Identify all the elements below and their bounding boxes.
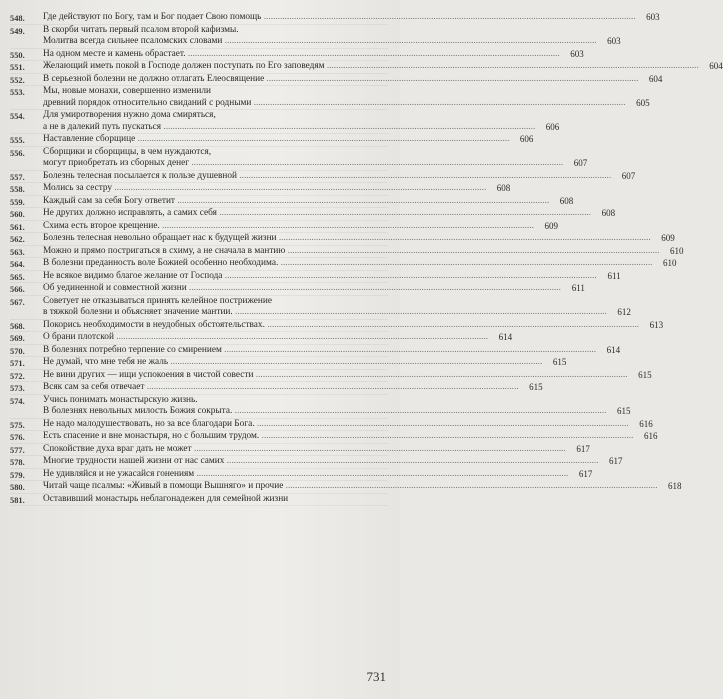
entry-title-line: Для умиротворения нужно дома смиряться,: [43, 110, 216, 120]
toc-entry: [10, 86, 650, 110]
toc-entry: [10, 146, 588, 171]
toc-entry: [10, 195, 574, 209]
entry-title-line: в тяжкой болезни и объясняет значение мантии. ................................................................................................................................................................: [43, 307, 607, 317]
entry-number: 567.: [10, 297, 25, 307]
toc-entry: [10, 24, 621, 49]
entry-number: 566.: [10, 285, 25, 294]
dot-leader: ................................................................................................................................................................: [221, 344, 597, 355]
entry-title-line: Не удивляйся и не ужасайся гонениям ................................................................................................................................................................: [43, 468, 569, 479]
toc-entry: [10, 394, 631, 419]
toc-entry: [10, 481, 682, 494]
entry-page-number: 612: [617, 307, 631, 317]
entry-title-line: могут приобретать из сборных денег ................................................................................................................................................................: [43, 158, 564, 168]
entry-number: 580.: [10, 483, 25, 492]
dot-leader: ................................................................................................................................................................: [264, 319, 640, 330]
entry-title: [43, 49, 560, 61]
entry-number: 559.: [10, 197, 25, 207]
entry-title: [43, 456, 599, 468]
entry-title-line: Схима есть второе крещение. ................................................................................................................................................................: [43, 220, 534, 231]
entry-title-line: Оставивший монастырь неблагонадежен для семейной жизни: [43, 493, 289, 504]
toc-entry: [10, 494, 388, 507]
dot-leader: ................................................................................................................................................................: [135, 134, 510, 144]
dot-leader: ................................................................................................................................................................: [189, 158, 564, 168]
entry-page-number: 615: [552, 357, 567, 367]
entry-number: 560.: [10, 210, 25, 219]
entry-title: [43, 481, 658, 493]
entry-number: 575.: [10, 420, 25, 430]
toc-entry: [10, 208, 616, 221]
entry-page-number: 617: [576, 443, 590, 454]
entry-title: [43, 61, 699, 73]
table-of-contents: [10, 12, 723, 506]
entry-title: [43, 74, 638, 86]
entry-title: [43, 332, 488, 344]
entry-page-number: 618: [668, 481, 682, 491]
toc-entry: [10, 170, 636, 184]
entry-page-number: 611: [571, 283, 585, 293]
toc-entry: [10, 220, 558, 234]
entry-title-line: Не думай, что мне тебя не жаль ................................................................................................................................................................: [43, 357, 543, 367]
dot-leader: ................................................................................................................................................................: [222, 36, 597, 46]
dot-leader: ................................................................................................................................................................: [237, 170, 612, 181]
dot-leader: ................................................................................................................................................................: [251, 97, 626, 108]
dot-leader: ................................................................................................................................................................: [112, 183, 487, 193]
entry-number: 578.: [10, 458, 25, 467]
entry-title: [43, 320, 639, 332]
dot-leader: ................................................................................................................................................................: [222, 270, 597, 281]
entry-title: [43, 12, 636, 24]
entry-number: 555.: [10, 136, 25, 145]
toc-entry: [10, 295, 631, 320]
entry-number: 581.: [10, 495, 25, 505]
toc-entry: [10, 443, 590, 457]
entry-number: 550.: [10, 50, 25, 60]
toc-entry: [10, 48, 584, 62]
entry-number: 564.: [10, 260, 25, 269]
entry-title-line: Не всякое видимо благое желание от Господа ................................................................................................................................................................: [43, 270, 597, 281]
entry-title: [43, 208, 591, 220]
entry-title-line: древний порядок относительно свиданий с родными ................................................................................................................................................................: [43, 97, 626, 108]
toc-entry: [10, 468, 593, 482]
toc-entry: [10, 456, 623, 469]
entry-title-line: В болезни преданность воле Божией особенно необходима. ................................................................................................................................................................: [43, 258, 653, 268]
entry-page-number: 603: [646, 12, 660, 22]
dot-leader: ................................................................................................................................................................: [185, 48, 560, 59]
entry-number: 557.: [10, 172, 25, 182]
toc-entry: [10, 233, 675, 246]
entry-page-number: 608: [496, 183, 511, 193]
toc-entry: [10, 319, 664, 333]
dot-leader: ................................................................................................................................................................: [285, 245, 660, 256]
dot-leader: ................................................................................................................................................................: [232, 307, 607, 317]
toc-entry: [10, 431, 658, 444]
entry-title: [43, 431, 633, 443]
entry-title: [43, 370, 628, 382]
dot-leader: ................................................................................................................................................................: [224, 456, 599, 466]
entry-title-line: Мы, новые монахи, совершенно изменили: [43, 86, 211, 96]
entry-title-line: Есть спасение и вне монастыря, но с большим трудом. ................................................................................................................................................................: [43, 431, 634, 441]
entry-page-number: 617: [609, 456, 623, 466]
entry-title: [43, 246, 660, 258]
entry-page-number: 603: [570, 48, 584, 59]
entry-page-number: 605: [636, 97, 650, 108]
entry-title: [43, 110, 535, 133]
toc-entry: [10, 270, 621, 284]
entry-page-number: 604: [709, 61, 723, 71]
entry-title-line: Не надо малодушествовать, но за все благодари Бога. ................................................................................................................................................................: [43, 418, 629, 429]
entry-page-number: 606: [519, 134, 534, 144]
dot-leader: ................................................................................................................................................................: [259, 431, 634, 441]
entry-title: [43, 395, 607, 418]
dot-leader: ................................................................................................................................................................: [253, 369, 628, 380]
entry-title: [43, 271, 597, 283]
entry-page-number: 609: [544, 220, 558, 231]
entry-number: 572.: [10, 371, 25, 381]
entry-page-number: 610: [663, 258, 677, 268]
dot-leader: ................................................................................................................................................................: [175, 195, 550, 206]
entry-title-line: Учись понимать монастырскую жизнь.: [43, 394, 198, 405]
entry-number: 570.: [10, 346, 25, 356]
entry-page-number: 615: [529, 382, 543, 392]
entry-title: [43, 494, 364, 506]
entry-title-line: Молись за сестру ................................................................................................................................................................: [43, 183, 487, 193]
entry-page-number: 617: [578, 468, 593, 479]
entry-title-line: В серьезной болезни не должно отлагать Елеосвящение ................................................................................................................................................................: [43, 73, 639, 84]
entry-page-number: 603: [607, 36, 621, 46]
entry-page-number: 614: [498, 332, 513, 342]
dot-leader: ................................................................................................................................................................: [324, 61, 699, 71]
entry-title-line: Не вини других — ищи успокоения в чистой совести ................................................................................................................................................................: [43, 369, 628, 380]
entry-page-number: 616: [639, 418, 653, 429]
toc-entry: [10, 258, 677, 271]
entry-page-number: 616: [643, 431, 658, 441]
entry-number: 577.: [10, 445, 25, 455]
entry-title: [43, 221, 534, 233]
entry-number: 568.: [10, 321, 25, 331]
toc-entry: [10, 110, 560, 134]
toc-entry: [10, 357, 567, 370]
entry-number: 562.: [10, 235, 25, 244]
dot-leader: ................................................................................................................................................................: [191, 443, 566, 454]
entry-title: [43, 196, 549, 208]
dot-leader: ................................................................................................................................................................: [161, 121, 536, 132]
entry-number: 549.: [10, 26, 25, 36]
entry-title: [43, 258, 653, 270]
toc-entry: [10, 283, 585, 296]
entry-title-line: Болезнь телесная невольно обращает нас к будущей жизни ................................................................................................................................................................: [43, 233, 651, 243]
dot-leader: ................................................................................................................................................................: [194, 468, 569, 479]
entry-title: [43, 382, 519, 394]
entry-number: 579.: [10, 470, 25, 480]
entry-title-line: Многие трудности нашей жизни от нас самих ................................................................................................................................................................: [43, 456, 599, 466]
entry-page-number: 610: [670, 245, 684, 256]
entry-number: 552.: [10, 75, 25, 85]
entry-page-number: 604: [648, 73, 663, 84]
dot-leader: ................................................................................................................................................................: [144, 382, 519, 392]
entry-number: 554.: [10, 112, 25, 121]
entry-title: [43, 469, 568, 481]
entry-number: 574.: [10, 396, 25, 406]
entry-title-line: В скорби читать первый псалом второй кафизмы.: [43, 24, 239, 35]
dot-leader: ................................................................................................................................................................: [168, 357, 543, 367]
entry-title-line: Молитва всегда сильнее псаломских словами ................................................................................................................................................................: [43, 36, 597, 46]
toc-entry: [10, 12, 660, 25]
dot-leader: ................................................................................................................................................................: [113, 332, 489, 342]
dot-leader: ................................................................................................................................................................: [186, 283, 561, 293]
toc-entry: [10, 134, 534, 147]
entry-page-number: 608: [559, 195, 574, 206]
entry-title: [43, 147, 563, 170]
dot-leader: ................................................................................................................................................................: [261, 12, 636, 22]
entry-title: [43, 419, 629, 431]
entry-title: [43, 183, 486, 195]
entry-title-line: Желающий иметь покой в Господе должен поступать по Его заповедям ................................................................................................................................................................: [43, 61, 699, 71]
entry-page-number: 607: [621, 170, 636, 181]
entry-title-line: Можно и прямо постригаться в схиму, а не сначала в мантию ................................................................................................................................................................: [43, 245, 660, 256]
entry-page-number: 608: [601, 208, 616, 218]
entry-title-line: Спокойствие духа враг дать не может ................................................................................................................................................................: [43, 443, 566, 454]
toc-entry: [10, 61, 723, 74]
entry-number: 565.: [10, 272, 25, 282]
entry-page-number: 614: [606, 344, 621, 355]
entry-number: 551.: [10, 63, 25, 72]
entry-page-number: 611: [607, 270, 621, 281]
entry-page-number: 607: [573, 158, 588, 168]
entry-page-number: 609: [661, 233, 675, 243]
toc-entry: [10, 183, 511, 196]
entry-page-number: 606: [545, 121, 560, 132]
dot-leader: ................................................................................................................................................................: [232, 406, 607, 416]
entry-title-line: На одном месте и камень обрастает. ................................................................................................................................................................: [43, 48, 560, 59]
entry-number: 556.: [10, 148, 25, 158]
toc-entry: [10, 382, 543, 395]
entry-title: [43, 134, 509, 146]
entry-title: [43, 25, 597, 48]
entry-number: 576.: [10, 433, 25, 442]
entry-title-line: О брани плотской ................................................................................................................................................................: [43, 332, 489, 342]
entry-title-line: Советует не отказываться принять келейное пострижение: [43, 295, 273, 306]
entry-number: 558.: [10, 185, 25, 194]
entry-title: [43, 357, 542, 369]
toc-entry: [10, 344, 621, 358]
entry-title-line: а не в далекий путь пускаться ................................................................................................................................................................: [43, 121, 536, 132]
page-number: 731: [366, 669, 386, 684]
entry-number: 553.: [10, 88, 25, 97]
entry-title: [43, 86, 626, 109]
entry-title: [43, 444, 566, 456]
entry-number: 561.: [10, 222, 25, 232]
entry-page-number: 615: [617, 406, 631, 416]
entry-title-line: Каждый сам за себя Богу ответит ................................................................................................................................................................: [43, 195, 550, 206]
dot-leader: ................................................................................................................................................................: [276, 233, 651, 243]
dot-leader: ................................................................................................................................................................: [283, 481, 658, 491]
entry-page-number: 615: [638, 369, 652, 380]
entry-title-line: В болезнях потребно терпение со смирением ................................................................................................................................................................: [43, 344, 597, 355]
dot-leader: ................................................................................................................................................................: [159, 220, 534, 231]
entry-number: 569.: [10, 334, 25, 343]
dot-leader: ................................................................................................................................................................: [254, 418, 629, 429]
entry-page-number: 613: [649, 319, 664, 330]
entry-title-line: Сборщики и сборщицы, в чем нуждаются,: [43, 146, 212, 157]
entry-number: 573.: [10, 384, 25, 393]
entry-title: [43, 233, 651, 245]
entry-number: 548.: [10, 14, 25, 23]
entry-number: 571.: [10, 359, 25, 368]
entry-title-line: Где действуют по Богу, там и Бог подает Свою помощь ................................................................................................................................................................: [43, 12, 636, 22]
toc-entry: [10, 418, 653, 432]
toc-entry: [10, 332, 513, 345]
entry-title-line: Всяк сам за себя отвечает ................................................................................................................................................................: [43, 382, 519, 392]
dot-leader: ................................................................................................................................................................: [216, 208, 592, 218]
toc-entry: [10, 245, 684, 259]
dot-leader: ................................................................................................................................................................: [278, 258, 653, 268]
entry-title: [43, 171, 611, 183]
entry-title: [43, 283, 561, 295]
toc-entry: [10, 73, 663, 87]
entry-title: [43, 345, 596, 357]
entry-title-line: Наставление сборщице ................................................................................................................................................................: [43, 134, 510, 144]
entry-title-line: Не других должно исправлять, а самих себя ................................................................................................................................................................: [43, 208, 592, 218]
entry-title-line: Читай чаще псалмы: «Живый в помощи Вышняго» и прочие ................................................................................................................................................................: [43, 481, 658, 491]
entry-number: 563.: [10, 247, 25, 257]
entry-title-line: В болезнях невольных милость Божия сокрыта. ................................................................................................................................................................: [43, 406, 607, 416]
dot-leader: ................................................................................................................................................................: [264, 73, 639, 84]
entry-title-line: Болезнь телесная посылается к пользе душевной ................................................................................................................................................................: [43, 170, 612, 181]
toc-entry: [10, 369, 652, 383]
entry-title-line: Покорись необходимости в неудобных обстоятельствах. ................................................................................................................................................................: [43, 319, 640, 330]
entry-title: [43, 296, 607, 319]
entry-title-line: Об уединенной и совместной жизни ................................................................................................................................................................: [43, 283, 561, 293]
